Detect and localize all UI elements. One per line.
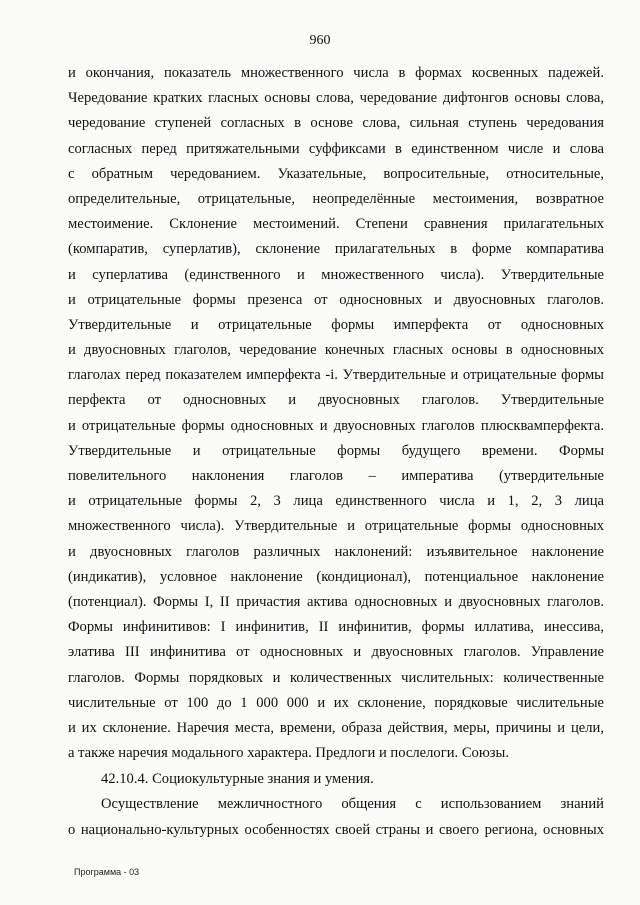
text-line: Чередование кратких гласных основы слова, чередование дифтонгов основы слова, [68,90,604,107]
text-line: а также наречия модального характера. Предлоги и послелоги. Союзы. [68,745,509,762]
text-line: чередование ступеней согласных в основе слова, сильная ступень чередования [68,115,604,132]
text-line: Утвердительные и отрицательные формы имперфекта от односновных [68,316,604,333]
text-line: Осуществление межличностного общения с использованием знаний [101,796,604,813]
text-line: согласных перед притяжательными суффиксами в единственном числе и слова [68,140,604,157]
text-line: и отрицательные формы презенса от односновных и двуосновных глаголов. [68,291,604,308]
text-line: (индикатив), условное наклонение (кондиционал), потенциальное наклонение [68,568,604,585]
text-line: о национально-культурных особенностях своей страны и своего региона, основных [68,821,604,838]
text-line: и суперлатива (единственного и множественного числа). Утвердительные [68,266,604,283]
text-line: и окончания, показатель множественного числа в формах косвенных падежей. [68,65,604,81]
text-line: (потенциал). Формы I, II причастия актива односновных и двуосновных глаголов. [68,593,604,610]
section-heading: 42.10.4. Социокультурные знания и умения. [101,771,374,788]
text-line: и отрицательные формы односновных и двуосновных глаголов плюсквамперфекта. [68,417,604,434]
body-text [68,61,604,843]
text-line: числительные от 100 до 1 000 000 и их склонение, порядковые числительные [68,694,604,711]
text-line: и отрицательные формы 2, 3 лица единственного числа и 1, 2, 3 лица [68,493,604,510]
text-line: и двуосновных глаголов, чередование конечных гласных основы в односновных [68,342,604,359]
text-line: глаголов. Формы порядковых и количественных числительных: количественные [68,669,604,686]
text-line: перфекта от односновных и двуосновных глаголов. Утвердительные [68,392,604,409]
text-line: повелительного наклонения глаголов – императива (утвердительные [68,468,604,484]
text-line: определительные, отрицательные, неопределённые местоимения, возвратное [68,190,604,207]
text-line: (компаратив, суперлатив), склонение прилагательных в форме компаратива [68,241,604,258]
text-line: элатива III инфинитива от односновных и двуосновных глаголов. Управление [68,644,604,661]
text-line: Утвердительные и отрицательные формы будущего времени. Формы [68,442,604,459]
text-line: с обратным чередованием. Указательные, вопросительные, относительные, [68,165,604,182]
text-line: множественного числа). Утвердительные и отрицательные формы односновных [68,518,604,535]
text-line: и двуосновных глаголов различных наклонений: изъявительное наклонение [68,543,604,560]
page-footer: Программа - 03 [74,867,140,877]
text-line: глаголах перед показателем имперфекта -i. Утвердительные и отрицательные формы [68,367,604,384]
page-number: 960 [309,33,331,48]
text-line: местоимение. Склонение местоимений. Степени сравнения прилагательных [68,216,604,233]
text-line: и их склонение. Наречия места, времени, образа действия, меры, причины и цели, [68,719,604,736]
text-line: Формы инфинитивов: I инфинитив, II инфинитив, формы иллатива, инессива, [68,619,604,636]
